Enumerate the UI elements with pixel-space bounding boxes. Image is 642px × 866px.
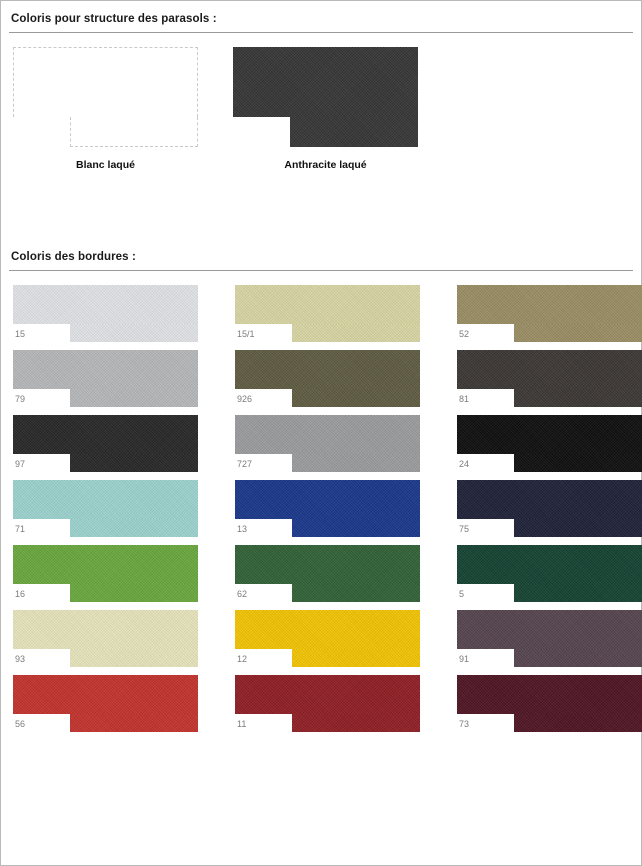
- border-swatch[interactable]: [235, 610, 420, 667]
- swatch-shape: [13, 675, 198, 732]
- border-swatch[interactable]: [235, 545, 420, 602]
- structure-swatch-label: Anthracite laqué: [284, 159, 367, 171]
- swatch-shape: [457, 480, 642, 537]
- border-swatch-code: 97: [15, 459, 26, 469]
- border-swatch[interactable]: [13, 480, 198, 537]
- border-swatch-code: 15: [15, 329, 26, 339]
- swatch-shape: [457, 545, 642, 602]
- borders-section: [9, 251, 633, 732]
- structure-swatch-anthracite-laque[interactable]: [233, 47, 418, 171]
- border-swatch[interactable]: [13, 610, 198, 667]
- borders-swatch-grid: [9, 285, 633, 732]
- swatch-shape: [233, 47, 418, 147]
- border-swatch-code: 727: [237, 459, 253, 469]
- border-swatch[interactable]: [235, 415, 420, 472]
- border-swatch-code: 5: [459, 589, 465, 599]
- border-swatch[interactable]: [235, 350, 420, 407]
- border-swatch-code: 24: [459, 459, 470, 469]
- border-swatch-code: 73: [459, 719, 470, 729]
- swatch-shape: [13, 415, 198, 472]
- border-swatch-code: 62: [237, 589, 248, 599]
- border-swatch[interactable]: [235, 675, 420, 732]
- border-swatch-code: 71: [15, 524, 26, 534]
- swatch-shape: [13, 285, 198, 342]
- swatch-shape: [13, 47, 198, 147]
- swatch-shape: [235, 415, 420, 472]
- structure-section-divider: [9, 32, 633, 33]
- border-swatch[interactable]: [457, 545, 642, 602]
- border-swatch-code: 926: [237, 394, 253, 404]
- borders-section-title: Coloris des bordures :: [11, 251, 136, 263]
- border-swatch-code: 16: [15, 589, 26, 599]
- border-swatch[interactable]: [13, 285, 198, 342]
- border-swatch[interactable]: [13, 545, 198, 602]
- swatch-shape: [235, 675, 420, 732]
- border-swatch[interactable]: [457, 480, 642, 537]
- swatch-shape: [235, 480, 420, 537]
- swatch-shape: [13, 480, 198, 537]
- structure-section-title: Coloris pour structure des parasols :: [11, 13, 217, 25]
- border-swatch-code: 12: [237, 654, 248, 664]
- structure-section: [9, 13, 633, 237]
- swatch-shape: [13, 545, 198, 602]
- structure-swatch-label: Blanc laqué: [76, 159, 135, 171]
- structure-swatch-row: [9, 47, 633, 237]
- border-swatch[interactable]: [457, 350, 642, 407]
- border-swatch-code: 13: [237, 524, 248, 534]
- border-swatch-code: 52: [459, 329, 470, 339]
- border-swatch-code: 75: [459, 524, 470, 534]
- page-content: [1, 1, 641, 865]
- border-swatch-code: 81: [459, 394, 470, 404]
- border-swatch-code: 15/1: [237, 329, 255, 339]
- border-swatch[interactable]: [13, 675, 198, 732]
- border-swatch[interactable]: [457, 675, 642, 732]
- border-swatch-code: 56: [15, 719, 26, 729]
- swatch-shape: [235, 285, 420, 342]
- border-swatch[interactable]: [457, 285, 642, 342]
- structure-swatch-blanc-laque[interactable]: [13, 47, 198, 171]
- swatch-shape: [457, 675, 642, 732]
- border-swatch-code: 11: [237, 719, 247, 729]
- swatch-shape: [457, 415, 642, 472]
- swatch-shape: [13, 610, 198, 667]
- border-swatch[interactable]: [235, 480, 420, 537]
- border-swatch[interactable]: [13, 350, 198, 407]
- swatch-shape: [457, 285, 642, 342]
- swatch-shape: [235, 350, 420, 407]
- swatch-shape: [457, 350, 642, 407]
- swatch-shape: [457, 610, 642, 667]
- swatch-shape: [235, 545, 420, 602]
- border-swatch[interactable]: [13, 415, 198, 472]
- border-swatch-code: 79: [15, 394, 26, 404]
- border-swatch[interactable]: [457, 415, 642, 472]
- swatch-shape: [13, 350, 198, 407]
- borders-section-divider: [9, 270, 633, 271]
- swatch-shape: [235, 610, 420, 667]
- border-swatch-code: 91: [459, 654, 470, 664]
- border-swatch-code: 93: [15, 654, 26, 664]
- border-swatch[interactable]: [457, 610, 642, 667]
- border-swatch[interactable]: [235, 285, 420, 342]
